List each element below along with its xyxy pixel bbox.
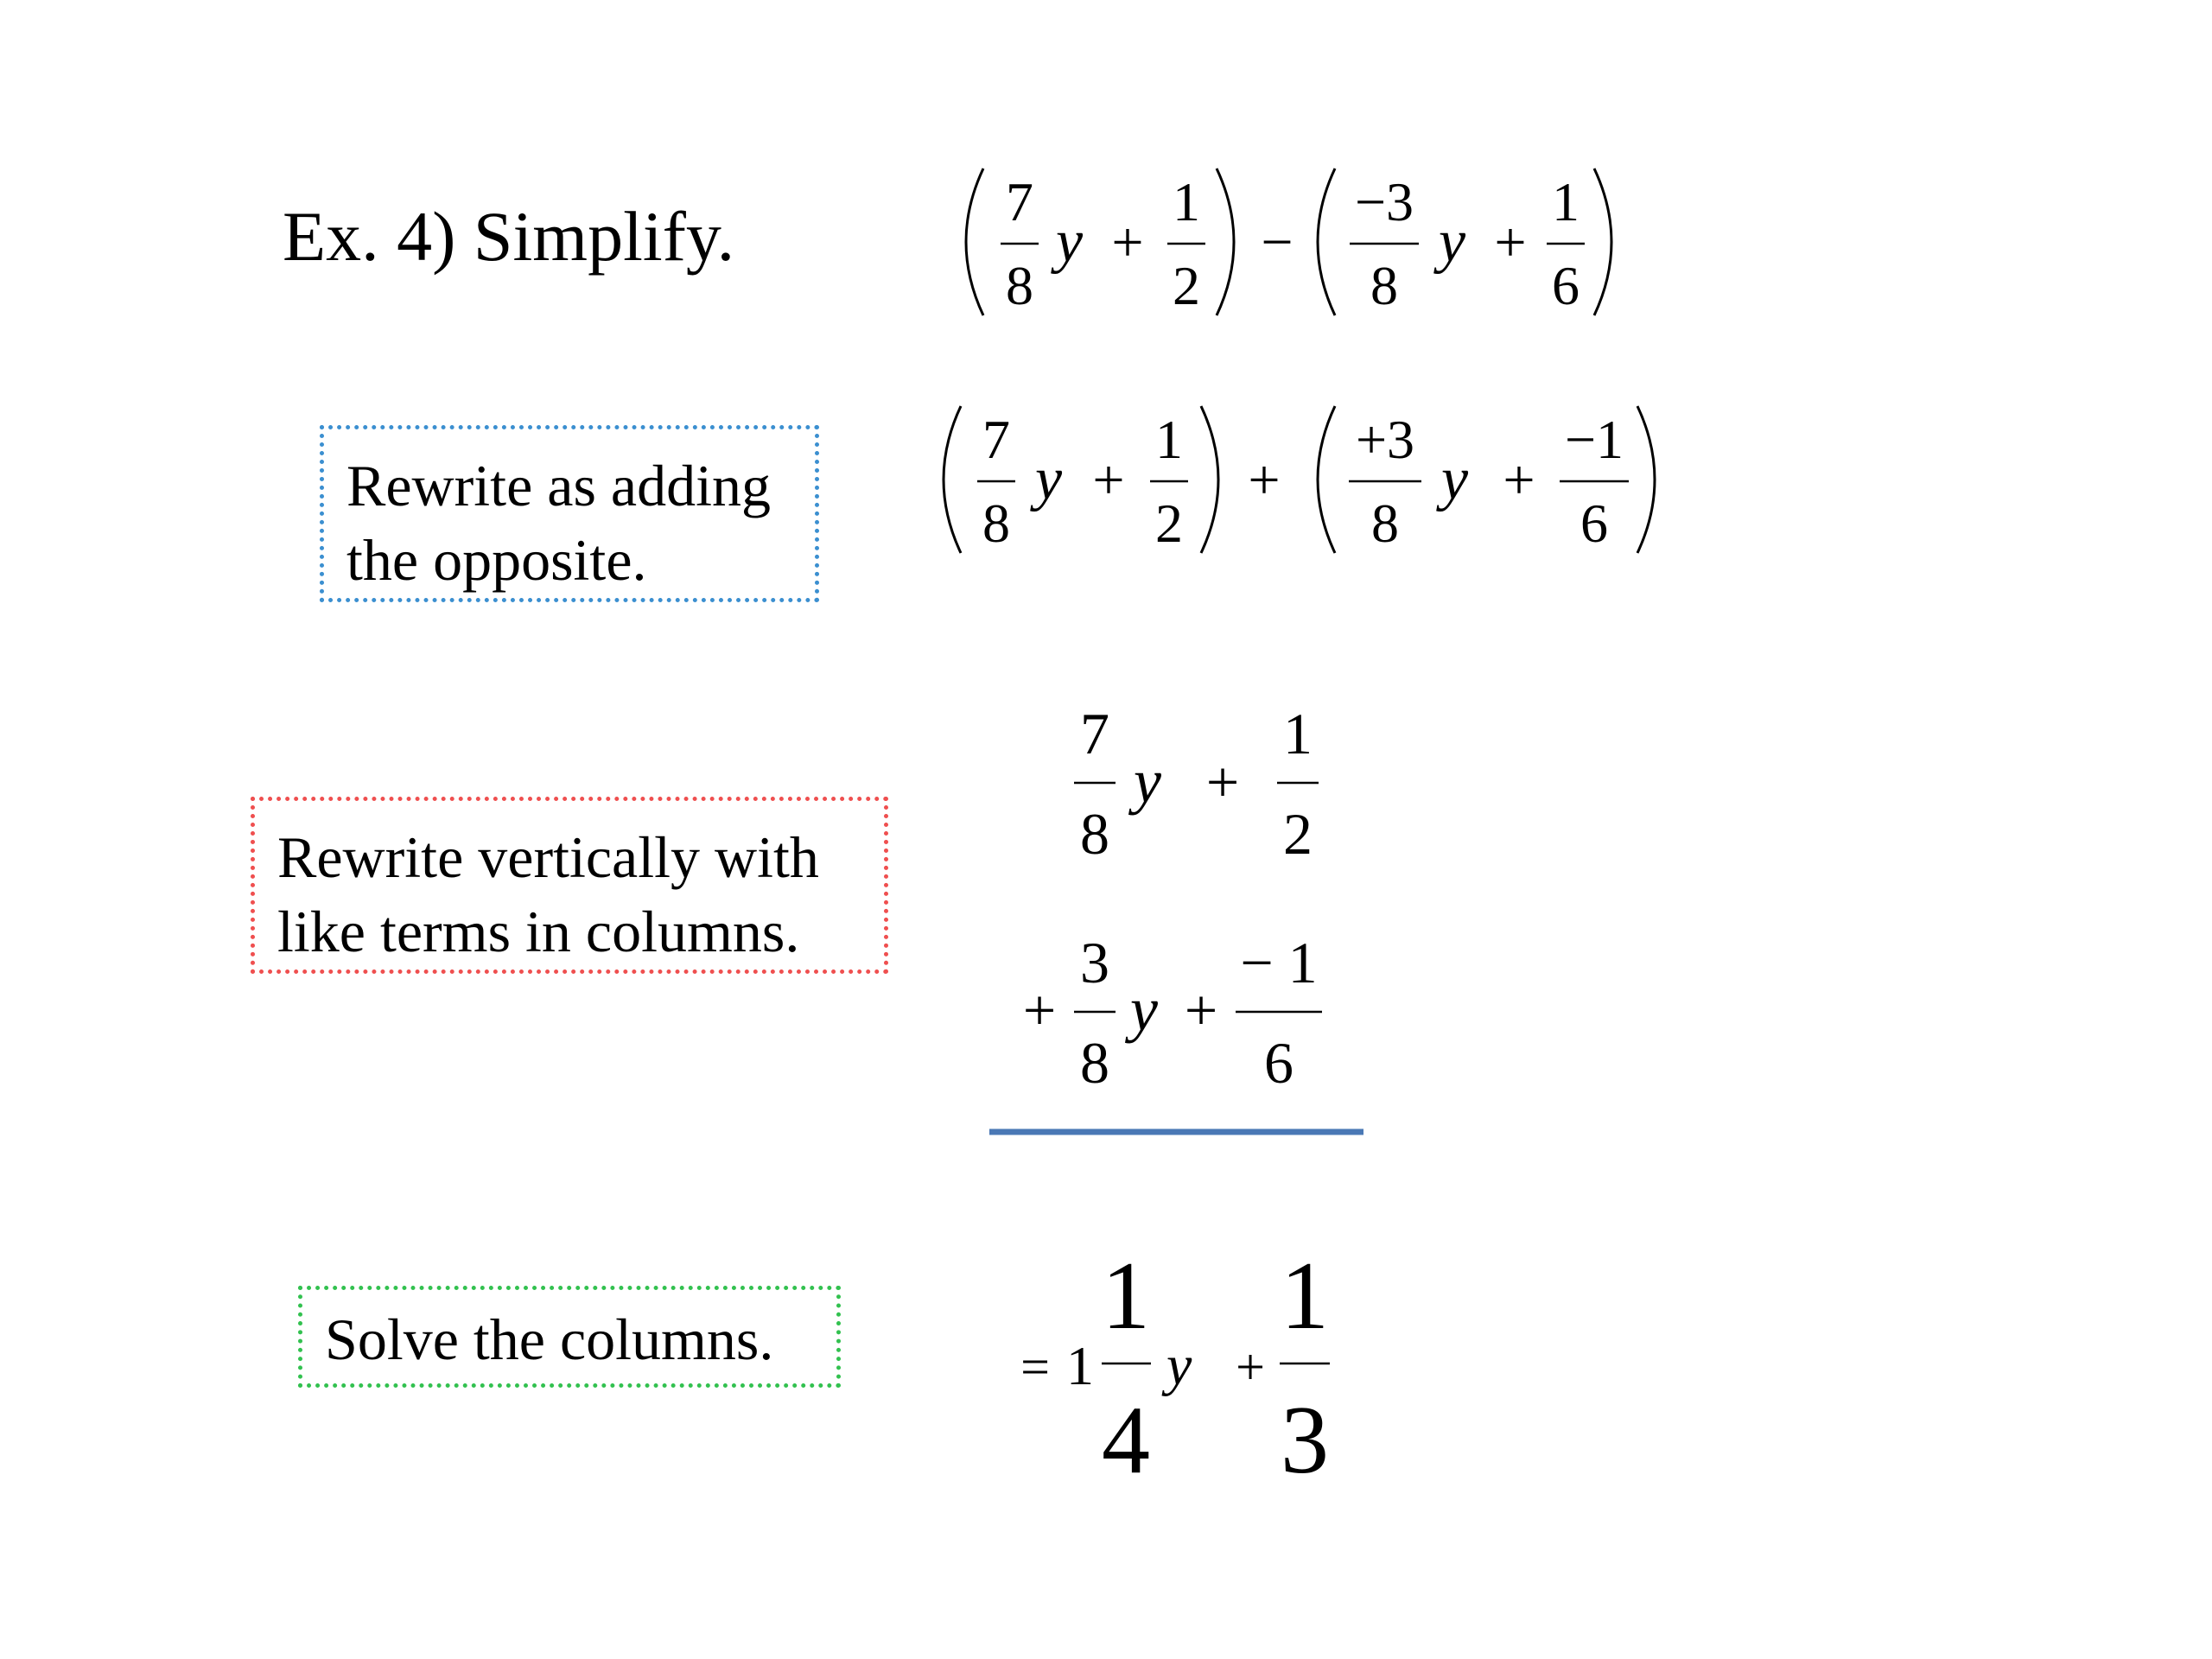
fraction-numerator: +3 <box>1355 409 1415 470</box>
fraction-numerator: 1 <box>1281 1243 1329 1350</box>
fraction-denominator: 6 <box>1580 493 1608 554</box>
plus-sign: + <box>1248 448 1281 512</box>
equals-sign: = <box>1020 1338 1050 1395</box>
result-expression <box>1020 1243 1330 1494</box>
paren-right <box>1217 168 1234 315</box>
fraction-numerator: −1 <box>1564 409 1624 470</box>
fraction-denominator: 4 <box>1102 1387 1150 1494</box>
paren-right <box>1201 406 1218 553</box>
minus-sign: − <box>1261 211 1294 274</box>
variable-y: y <box>1441 446 1469 512</box>
paren-left <box>1318 406 1335 553</box>
note-line: the opposite. <box>346 527 647 593</box>
plus-sign: + <box>1205 749 1240 815</box>
example-title: Ex. 4) Simplify. <box>283 197 735 276</box>
note-line: Rewrite vertically with <box>277 824 819 890</box>
fraction-denominator: 8 <box>982 493 1010 554</box>
fraction-denominator: 2 <box>1173 255 1200 316</box>
fraction-denominator: 8 <box>1006 255 1033 316</box>
plus-sign: + <box>1236 1338 1265 1395</box>
paren-right <box>1637 406 1655 553</box>
fraction-numerator: 7 <box>982 409 1010 470</box>
fraction-denominator: 6 <box>1552 255 1580 316</box>
plus-sign: + <box>1184 977 1218 1043</box>
fraction-numerator: − 1 <box>1240 930 1318 995</box>
variable-y: y <box>1439 208 1466 275</box>
fraction-denominator: 8 <box>1080 1030 1109 1096</box>
fraction-denominator: 2 <box>1283 801 1313 867</box>
variable-y: y <box>1130 975 1158 1044</box>
fraction-numerator: 1 <box>1155 409 1183 470</box>
variable-y: y <box>1035 446 1063 512</box>
original-expression <box>966 168 1611 316</box>
fraction-denominator: 8 <box>1370 255 1398 316</box>
fraction-numerator: 3 <box>1080 930 1109 995</box>
fraction-denominator: 8 <box>1371 493 1399 554</box>
fraction-numerator: 7 <box>1080 701 1109 766</box>
plus-sign: + <box>1494 211 1527 274</box>
fraction-numerator: 1 <box>1173 171 1200 232</box>
fraction-numerator: 1 <box>1102 1243 1150 1350</box>
fraction-numerator: 1 <box>1283 701 1313 766</box>
fraction-numerator: −3 <box>1354 171 1414 232</box>
fraction-numerator: 7 <box>1006 171 1033 232</box>
plus-sign: + <box>1022 977 1057 1043</box>
note-line: Rewrite as adding <box>346 453 771 518</box>
paren-left <box>944 406 961 553</box>
variable-y: y <box>1166 1334 1192 1397</box>
fraction-denominator: 2 <box>1155 493 1183 554</box>
note-line: like terms in columns. <box>277 899 800 964</box>
fraction-denominator: 3 <box>1281 1387 1329 1494</box>
variable-y: y <box>1134 747 1161 816</box>
plus-sign: + <box>1503 448 1535 512</box>
variable-y: y <box>1056 208 1084 275</box>
plus-sign: + <box>1092 448 1125 512</box>
note-line: Solve the columns. <box>325 1306 774 1372</box>
whole-number: 1 <box>1066 1335 1094 1396</box>
paren-left <box>966 168 983 315</box>
fraction-denominator: 8 <box>1080 801 1109 867</box>
opposite-expression <box>944 406 1655 554</box>
paren-left <box>1318 168 1335 315</box>
fraction-numerator: 1 <box>1552 171 1580 232</box>
paren-right <box>1594 168 1611 315</box>
fraction-denominator: 6 <box>1264 1030 1294 1096</box>
vertical-sum <box>989 701 1363 1132</box>
plus-sign: + <box>1111 211 1144 274</box>
